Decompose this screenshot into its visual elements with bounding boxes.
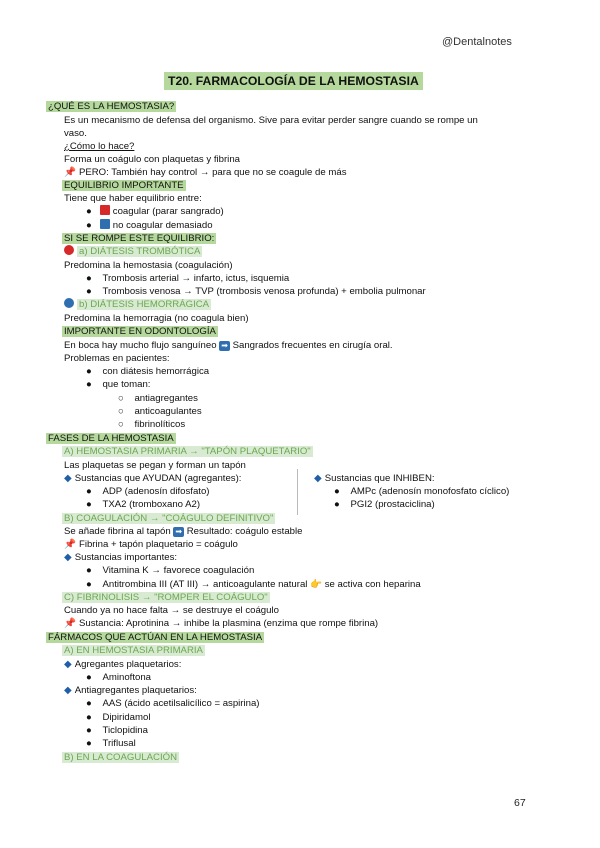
text-line: Predomina la hemorragia (no coagula bien) (64, 313, 249, 324)
pushpin-icon: 📌 (64, 167, 76, 178)
diamond-icon: ◆ (64, 473, 72, 484)
text-line: Se añade fibrina al tapón ➡ Resultado: coágulo estable (64, 526, 303, 537)
blue-circle-icon (64, 298, 74, 308)
list-item: ● Trombosis venosa → TVP (trombosis venosa profunda) + embolia pulmonar (86, 286, 426, 297)
sub-heading: b) DIÁTESIS HEMORRÁGICA (64, 298, 211, 311)
highlight-label: IMPORTANTE EN ODONTOLOGÍA (64, 326, 216, 337)
list-item: ○ antiagregantes (118, 393, 198, 404)
text-line: ◆ Sustancias importantes: (64, 552, 178, 563)
text-line: Cuando ya no hace falta → se destruye el coágulo (64, 605, 279, 616)
text-line: Predomina la hemostasia (coagulación) (64, 260, 233, 271)
list-item: ● que toman: (86, 379, 151, 390)
list-item: ● ADP (adenosín difosfato) (86, 486, 210, 497)
list-item: ● AMPc (adenosín monofosfato cíclico) (334, 486, 510, 497)
list-item: ● Trombosis arterial → infarto, ictus, isquemia (86, 273, 290, 284)
sub-heading: A) EN HEMOSTASIA PRIMARIA (64, 645, 203, 656)
diamond-icon: ◆ (64, 552, 72, 563)
text-line: Las plaquetas se pegan y forman un tapón (64, 460, 246, 471)
red-circle-icon (64, 245, 74, 255)
text-line: ◆ Sustancias que AYUDAN (agregantes): (64, 473, 242, 484)
list-item: ● Vitamina K → favorece coagulación (86, 565, 255, 576)
list-item: ● no coagular demasiado (86, 220, 213, 231)
list-item: ● PGI2 (prostaciclina) (334, 499, 435, 510)
list-item: ● TXA2 (tromboxano A2) (86, 499, 201, 510)
sub-heading: a) DIÁTESIS TROMBÓTICA (64, 245, 202, 258)
section-heading: FASES DE LA HEMOSTASIA (48, 433, 174, 444)
list-item: ● con diátesis hemorrágica (86, 366, 210, 377)
text-line: vaso. (64, 128, 87, 139)
text-line: 📌 Fibrina + tapón plaquetario = coágulo (64, 539, 238, 550)
highlight-label: SI SE ROMPE ESTE EQUILIBRIO: (64, 233, 215, 244)
section-heading: FÁRMACOS QUE ACTÚAN EN LA HEMOSTASIA (48, 632, 263, 643)
section-heading: ¿QUÉ ES LA HEMOSTASIA? (48, 101, 175, 112)
text-line: Es un mecanismo de defensa del organismo. Sive para evitar perder sangre cuando se rompe un (64, 115, 478, 126)
sub-heading: A) HEMOSTASIA PRIMARIA → "TAPÓN PLAQUETARIO" (64, 446, 311, 457)
pushpin-icon: 📌 (64, 539, 76, 550)
right-arrow-icon: ➡ (175, 527, 183, 536)
pointing-hand-icon: 👉 (310, 579, 323, 590)
right-arrow-icon: ➡ (221, 341, 228, 350)
list-item: ● Aminoftona (86, 672, 151, 683)
page-number: 67 (514, 797, 526, 809)
text-line: 📌 PERO: También hay control → para que no se coagule de más (64, 167, 347, 178)
sub-heading: B) EN LA COAGULACIÓN (64, 752, 178, 763)
text-line: ◆ Antiagregantes plaquetarios: (64, 685, 197, 696)
list-item: ● Antitrombina III (AT III) → anticoagulante natural 👉 se activa con heparina (86, 579, 421, 590)
list-item: ● coagular (parar sangrado) (86, 206, 224, 217)
list-item: ○ anticoagulantes (118, 406, 202, 417)
diamond-icon: ◆ (64, 659, 72, 670)
sub-heading: C) FIBRINOLISIS → "ROMPER EL COÁGULO" (64, 592, 268, 603)
list-item: ● AAS (ácido acetilsalicílico = aspirina) (86, 698, 260, 709)
text-line: ◆ Sustancias que INHIBEN: (314, 473, 435, 484)
list-item: ● Dipiridamol (86, 712, 151, 723)
page-title: T20. FARMACOLOGÍA DE LA HEMOSTASIA (164, 72, 423, 90)
author-handle: @Dentalnotes (442, 36, 512, 48)
text-line: Problemas en pacientes: (64, 353, 170, 364)
text-line: En boca hay mucho flujo sanguíneo ➡ Sangrados frecuentes en cirugía oral. (64, 340, 393, 351)
diamond-icon: ◆ (64, 685, 72, 696)
blue-square-icon (100, 219, 110, 229)
column-divider (297, 469, 298, 515)
text-line: Tiene que haber equilibrio entre: (64, 193, 202, 204)
text-line: ◆ Agregantes plaquetarios: (64, 659, 182, 670)
text-line: Forma un coágulo con plaquetas y fibrina (64, 154, 240, 165)
sub-heading: B) COAGULACIÓN → "COÁGULO DEFINITIVO" (64, 513, 274, 524)
highlight-label: EQUILIBRIO IMPORTANTE (64, 180, 184, 191)
list-item: ● Triflusal (86, 738, 136, 749)
list-item: ● Ticlopidina (86, 725, 148, 736)
subheading: ¿Cómo lo hace? (64, 141, 135, 152)
pushpin-icon: 📌 (64, 618, 76, 629)
text-line: 📌 Sustancia: Aprotinina → inhibe la plasmina (enzima que rompe fibrina) (64, 618, 379, 629)
diamond-icon: ◆ (314, 473, 322, 484)
red-square-icon (100, 205, 110, 215)
list-item: ○ fibrinolíticos (118, 419, 186, 430)
